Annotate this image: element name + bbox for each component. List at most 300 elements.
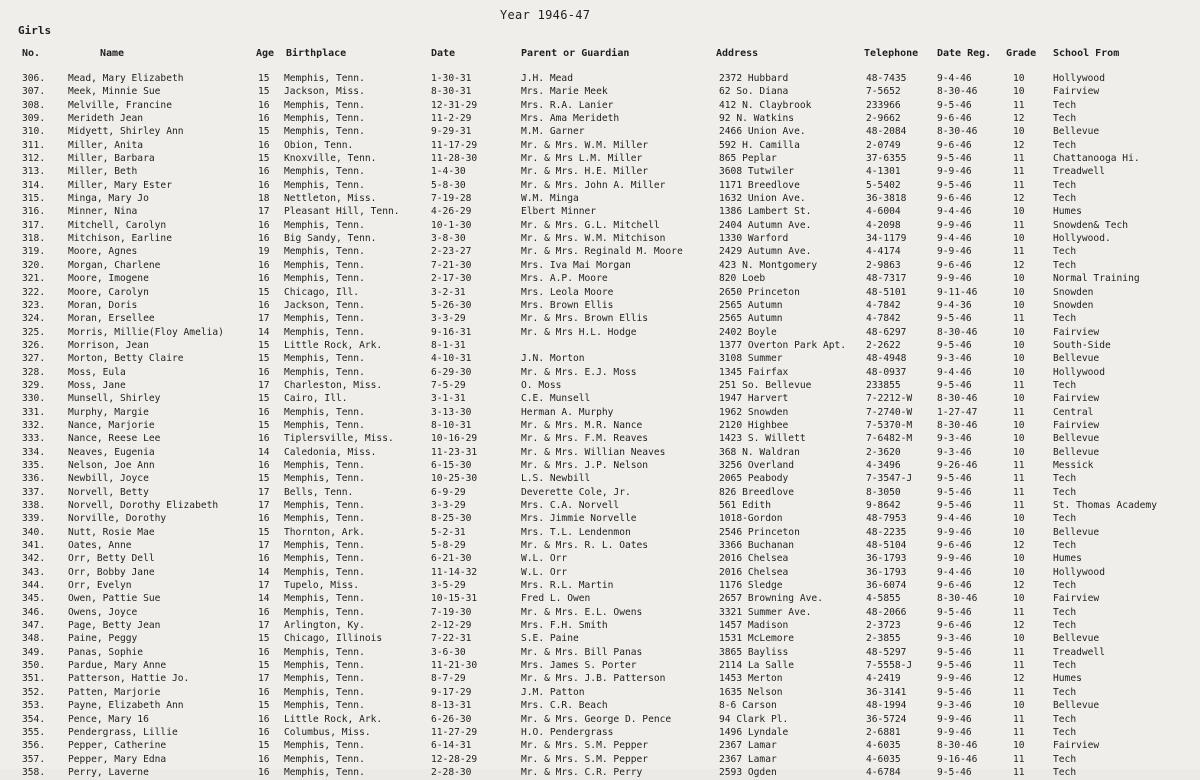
school-from-cell: Snowden [1053, 286, 1094, 298]
address-cell: 1632 Union Ave. [719, 193, 806, 205]
table-row [0, 754, 1200, 767]
telephone-cell: 2-9863 [866, 259, 901, 271]
school-from-cell: Tech [1053, 513, 1077, 525]
address-cell: 1386 Lambert St. [719, 206, 812, 218]
row-number-cell: 355. [22, 726, 46, 738]
date-registered-cell: 9-16-46 [937, 753, 978, 765]
student-name-cell: Moore, Imogene [68, 273, 149, 285]
birth-date-cell: 7-5-29 [431, 379, 466, 391]
birth-date-cell: 11-21-30 [431, 660, 478, 672]
table-row [0, 220, 1200, 233]
age-cell: 17 [258, 673, 270, 685]
parent-guardian-cell: C.E. Munsell [521, 393, 591, 405]
parent-guardian-cell: Mrs. James S. Porter [521, 660, 637, 672]
age-cell: 15 [258, 633, 270, 645]
telephone-cell: 5-5402 [866, 179, 901, 191]
parent-guardian-cell: O. Moss [521, 379, 562, 391]
date-registered-cell: 8-30-46 [937, 393, 978, 405]
parent-guardian-cell: W.L. Orr [521, 553, 568, 565]
school-from-cell: Messick [1053, 459, 1094, 471]
birthplace-cell: Chicago, Ill. [284, 286, 360, 298]
header-address: Address [716, 48, 759, 59]
student-name-cell: Morgan, Charlene [68, 259, 161, 271]
grade-cell: 11 [1013, 219, 1025, 231]
birthplace-cell: Memphis, Tenn. [284, 166, 365, 178]
telephone-cell: 2-3723 [866, 620, 901, 632]
birthplace-cell: Tupelo, Miss. [284, 580, 360, 592]
age-cell: 15 [258, 473, 270, 485]
table-row [0, 340, 1200, 353]
parent-guardian-cell: Mr. & Mrs. G.L. Mitchell [521, 219, 660, 231]
birth-date-cell: 5-8-30 [431, 179, 466, 191]
address-cell: 2016 Chelsea [719, 553, 789, 565]
date-registered-cell: 9-9-46 [937, 219, 972, 231]
school-from-cell: Bellevue [1053, 633, 1100, 645]
parent-guardian-cell: Mrs. R.L. Martin [521, 580, 614, 592]
birthplace-cell: Memphis, Tenn. [284, 686, 365, 698]
school-from-cell: Bellevue [1053, 446, 1100, 458]
telephone-cell: 48-7953 [866, 513, 907, 525]
birthplace-cell: Nettleton, Miss. [284, 193, 377, 205]
school-from-cell: Hollywood [1053, 566, 1105, 578]
address-cell: 1345 Fairfax [719, 366, 789, 378]
parent-guardian-cell: Fred L. Owen [521, 593, 591, 605]
address-cell: 2593 Ogden [719, 766, 777, 778]
date-registered-cell: 9-9-46 [937, 526, 972, 538]
age-cell: 14 [258, 566, 270, 578]
birth-date-cell: 10-16-29 [431, 433, 478, 445]
telephone-cell: 4-7842 [866, 299, 901, 311]
address-cell: 92 N. Watkins [719, 113, 795, 125]
age-cell: 16 [258, 686, 270, 698]
age-cell: 16 [258, 99, 270, 111]
date-registered-cell: 9-5-46 [937, 179, 972, 191]
address-cell: 251 So. Bellevue [719, 379, 812, 391]
age-cell: 15 [258, 526, 270, 538]
row-number-cell: 324. [22, 313, 46, 325]
birthplace-cell: Big Sandy, Tenn. [284, 233, 377, 245]
row-number-cell: 317. [22, 219, 46, 231]
birth-date-cell: 11-27-29 [431, 726, 478, 738]
school-from-cell: Tech [1053, 753, 1077, 765]
birth-date-cell: 10-15-31 [431, 593, 478, 605]
date-registered-cell: 9-5-46 [937, 153, 972, 165]
row-number-cell: 354. [22, 713, 46, 725]
row-number-cell: 322. [22, 286, 46, 298]
birth-date-cell: 4-26-29 [431, 206, 472, 218]
age-cell: 16 [258, 753, 270, 765]
date-registered-cell: 9-9-46 [937, 673, 972, 685]
school-from-cell: Tech [1053, 113, 1077, 125]
grade-cell: 10 [1013, 206, 1025, 218]
table-row [0, 180, 1200, 193]
address-cell: 592 H. Camilla [719, 139, 800, 151]
date-registered-cell: 1-27-47 [937, 406, 978, 418]
age-cell: 15 [258, 286, 270, 298]
parent-guardian-cell: Herman A. Murphy [521, 406, 614, 418]
age-cell: 16 [258, 713, 270, 725]
student-name-cell: Oates, Anne [68, 540, 132, 552]
birth-date-cell: 7-22-31 [431, 633, 472, 645]
row-number-cell: 344. [22, 580, 46, 592]
birth-date-cell: 10-1-30 [431, 219, 472, 231]
table-row [0, 673, 1200, 686]
column-header-row [0, 48, 1200, 62]
birthplace-cell: Memphis, Tenn. [284, 259, 365, 271]
telephone-cell: 2-3855 [866, 633, 901, 645]
school-from-cell: Humes [1053, 673, 1082, 685]
birth-date-cell: 9-29-31 [431, 126, 472, 138]
birthplace-cell: Memphis, Tenn. [284, 593, 365, 605]
birthplace-cell: Obion, Tenn. [284, 139, 354, 151]
birthplace-cell: Memphis, Tenn. [284, 179, 365, 191]
birth-date-cell: 5-8-29 [431, 540, 466, 552]
age-cell: 16 [258, 433, 270, 445]
student-name-cell: Norville, Dorothy [68, 513, 167, 525]
student-name-cell: Morrison, Jean [68, 339, 149, 351]
table-row [0, 407, 1200, 420]
row-number-cell: 327. [22, 353, 46, 365]
address-cell: 1947 Harvert [719, 393, 789, 405]
telephone-cell: 37-6355 [866, 153, 907, 165]
school-from-cell: Fairview [1053, 326, 1100, 338]
age-cell: 17 [258, 486, 270, 498]
school-from-cell: Fairview [1053, 393, 1100, 405]
student-list [0, 73, 1200, 780]
age-cell: 17 [258, 313, 270, 325]
birthplace-cell: Memphis, Tenn. [284, 419, 365, 431]
table-row [0, 86, 1200, 99]
row-number-cell: 334. [22, 446, 46, 458]
birth-date-cell: 8-25-30 [431, 513, 472, 525]
row-number-cell: 325. [22, 326, 46, 338]
address-cell: 2065 Peabody [719, 473, 789, 485]
grade-cell: 11 [1013, 686, 1025, 698]
birthplace-cell: Bells, Tenn. [284, 486, 354, 498]
table-row [0, 513, 1200, 526]
telephone-cell: 7-3547-J [866, 473, 913, 485]
birth-date-cell: 9-16-31 [431, 326, 472, 338]
student-name-cell: Melville, Francine [68, 99, 172, 111]
age-cell: 16 [258, 606, 270, 618]
age-cell: 16 [258, 406, 270, 418]
table-row [0, 300, 1200, 313]
header-date: Date [431, 48, 456, 59]
age-cell: 16 [258, 179, 270, 191]
table-row [0, 287, 1200, 300]
parent-guardian-cell: Mr. & Mrs. J.B. Patterson [521, 673, 666, 685]
grade-cell: 12 [1013, 259, 1025, 271]
table-row [0, 193, 1200, 206]
student-name-cell: Minga, Mary Jo [68, 193, 149, 205]
age-cell: 15 [258, 126, 270, 138]
table-row [0, 553, 1200, 566]
telephone-cell: 2-0749 [866, 139, 901, 151]
age-cell: 15 [258, 700, 270, 712]
parent-guardian-cell: Mr. & Mrs. E.J. Moss [521, 366, 637, 378]
address-cell: 1457 Madison [719, 620, 789, 632]
student-name-cell: Morton, Betty Claire [68, 353, 184, 365]
grade-cell: 12 [1013, 673, 1025, 685]
school-from-cell: Bellevue [1053, 126, 1100, 138]
school-from-cell: Hollywood. [1053, 233, 1111, 245]
age-cell: 16 [258, 553, 270, 565]
parent-guardian-cell: Mr. & Mrs. S.M. Pepper [521, 753, 649, 765]
date-registered-cell: 9-4-46 [937, 206, 972, 218]
student-name-cell: Pardue, Mary Anne [68, 660, 167, 672]
telephone-cell: 4-5855 [866, 593, 901, 605]
address-cell: 3366 Buchanan [719, 540, 795, 552]
telephone-cell: 4-6784 [866, 766, 901, 778]
birthplace-cell: Memphis, Tenn. [284, 313, 365, 325]
birthplace-cell: Memphis, Tenn. [284, 73, 365, 84]
student-name-cell: Moore, Agnes [68, 246, 138, 258]
parent-guardian-cell: Mrs. Iva Mai Morgan [521, 259, 631, 271]
address-cell: 2120 Highbee [719, 419, 789, 431]
address-cell: 865 Peplar [719, 153, 777, 165]
section-label: Girls [18, 24, 52, 37]
birthplace-cell: Memphis, Tenn. [284, 406, 365, 418]
age-cell: 16 [258, 366, 270, 378]
header-school-from: School From [1053, 48, 1120, 59]
row-number-cell: 314. [22, 179, 46, 191]
student-name-cell: Orr, Evelyn [68, 580, 132, 592]
parent-guardian-cell: Mr. & Mrs. H.E. Miller [521, 166, 649, 178]
school-from-cell: Tech [1053, 313, 1077, 325]
school-from-cell: Tech [1053, 139, 1077, 151]
date-registered-cell: 9-5-46 [937, 379, 972, 391]
school-from-cell: Tech [1053, 540, 1077, 552]
row-number-cell: 332. [22, 419, 46, 431]
table-row [0, 460, 1200, 473]
birthplace-cell: Chicago, Illinois [284, 633, 383, 645]
birth-date-cell: 8-13-31 [431, 700, 472, 712]
birth-date-cell: 3-8-30 [431, 233, 466, 245]
school-from-cell: Tech [1053, 486, 1077, 498]
telephone-cell: 36-1793 [866, 566, 907, 578]
header-telephone: Telephone [864, 48, 919, 59]
birthplace-cell: Memphis, Tenn. [284, 113, 365, 125]
school-from-cell: Treadwell [1053, 646, 1105, 658]
row-number-cell: 349. [22, 646, 46, 658]
age-cell: 15 [258, 353, 270, 365]
student-name-cell: Miller, Barbara [68, 153, 155, 165]
date-registered-cell: 9-5-46 [937, 606, 972, 618]
date-registered-cell: 9-9-46 [937, 713, 972, 725]
address-cell: 94 Clark Pl. [719, 713, 789, 725]
address-cell: 2367 Lamar [719, 740, 777, 752]
school-from-cell: Tech [1053, 246, 1077, 258]
grade-cell: 10 [1013, 553, 1025, 565]
age-cell: 14 [258, 326, 270, 338]
birthplace-cell: Thornton, Ark. [284, 526, 365, 538]
address-cell: 1423 S. Willett [719, 433, 806, 445]
birth-date-cell: 12-31-29 [431, 99, 478, 111]
table-row [0, 367, 1200, 380]
school-from-cell: Tech [1053, 686, 1077, 698]
birth-date-cell: 11-17-29 [431, 139, 478, 151]
student-name-cell: Pendergrass, Lillie [68, 726, 178, 738]
telephone-cell: 34-1179 [866, 233, 907, 245]
school-from-cell: Bellevue [1053, 526, 1100, 538]
table-row [0, 607, 1200, 620]
address-cell: 2565 Autumn [719, 299, 783, 311]
row-number-cell: 333. [22, 433, 46, 445]
table-row [0, 620, 1200, 633]
grade-cell: 10 [1013, 393, 1025, 405]
date-registered-cell: 9-5-46 [937, 686, 972, 698]
grade-cell: 10 [1013, 326, 1025, 338]
age-cell: 16 [258, 726, 270, 738]
date-registered-cell: 9-5-46 [937, 99, 972, 111]
birthplace-cell: Memphis, Tenn. [284, 753, 365, 765]
telephone-cell: 48-2066 [866, 606, 907, 618]
telephone-cell: 7-5558-J [866, 660, 913, 672]
student-name-cell: Moore, Carolyn [68, 286, 149, 298]
address-cell: 2466 Union Ave. [719, 126, 806, 138]
school-from-cell: Tech [1053, 473, 1077, 485]
date-registered-cell: 9-6-46 [937, 193, 972, 205]
age-cell: 14 [258, 593, 270, 605]
grade-cell: 12 [1013, 540, 1025, 552]
parent-guardian-cell: Mr. & Mrs. W.M. Miller [521, 139, 649, 151]
birthplace-cell: Memphis, Tenn. [284, 473, 365, 485]
school-from-cell: Hollywood [1053, 366, 1105, 378]
grade-cell: 10 [1013, 73, 1025, 84]
birth-date-cell: 8-10-31 [431, 419, 472, 431]
table-row [0, 714, 1200, 727]
school-from-cell: Fairview [1053, 740, 1100, 752]
telephone-cell: 8-3050 [866, 486, 901, 498]
grade-cell: 10 [1013, 740, 1025, 752]
student-name-cell: Paine, Peggy [68, 633, 138, 645]
address-cell: 826 Breedlove [719, 486, 795, 498]
birthplace-cell: Memphis, Tenn. [284, 660, 365, 672]
date-registered-cell: 9-5-46 [937, 766, 972, 778]
school-from-cell: Normal Training [1053, 273, 1140, 285]
student-name-cell: Miller, Beth [68, 166, 138, 178]
row-number-cell: 311. [22, 139, 46, 151]
grade-cell: 10 [1013, 86, 1025, 98]
birthplace-cell: Memphis, Tenn. [284, 326, 365, 338]
birthplace-cell: Pleasant Hill, Tenn. [284, 206, 400, 218]
date-registered-cell: 9-11-46 [937, 286, 978, 298]
student-name-cell: Miller, Anita [68, 139, 144, 151]
row-number-cell: 307. [22, 86, 46, 98]
grade-cell: 10 [1013, 700, 1025, 712]
birth-date-cell: 11-28-30 [431, 153, 478, 165]
birth-date-cell: 6-26-30 [431, 713, 472, 725]
birthplace-cell: Memphis, Tenn. [284, 646, 365, 658]
date-registered-cell: 9-3-46 [937, 700, 972, 712]
parent-guardian-cell: Deverette Cole, Jr. [521, 486, 631, 498]
header-parent: Parent or Guardian [521, 48, 630, 59]
row-number-cell: 350. [22, 660, 46, 672]
grade-cell: 12 [1013, 193, 1025, 205]
row-number-cell: 323. [22, 299, 46, 311]
table-row [0, 527, 1200, 540]
student-name-cell: Pepper, Mary Edna [68, 753, 167, 765]
birth-date-cell: 5-26-30 [431, 299, 472, 311]
date-registered-cell: 8-30-46 [937, 126, 978, 138]
address-cell: 1635 Nelson [719, 686, 783, 698]
age-cell: 16 [258, 273, 270, 285]
date-registered-cell: 9-5-46 [937, 473, 972, 485]
telephone-cell: 233966 [866, 99, 901, 111]
table-row [0, 700, 1200, 713]
row-number-cell: 336. [22, 473, 46, 485]
school-from-cell: Humes [1053, 206, 1082, 218]
grade-cell: 12 [1013, 139, 1025, 151]
age-cell: 18 [258, 193, 270, 205]
parent-guardian-cell: Mrs. F.H. Smith [521, 620, 608, 632]
birth-date-cell: 3-3-29 [431, 313, 466, 325]
birth-date-cell: 10-25-30 [431, 473, 478, 485]
date-registered-cell: 9-5-46 [937, 646, 972, 658]
date-registered-cell: 9-5-46 [937, 339, 972, 351]
parent-guardian-cell: Mr. & Mrs. J.P. Nelson [521, 459, 649, 471]
birth-date-cell: 8-30-31 [431, 86, 472, 98]
school-from-cell: Fairview [1053, 419, 1100, 431]
address-cell: 62 So. Diana [719, 86, 789, 98]
row-number-cell: 348. [22, 633, 46, 645]
address-cell: 8-6 Carson [719, 700, 777, 712]
date-registered-cell: 9-4-36 [937, 299, 972, 311]
student-name-cell: Nance, Marjorie [68, 419, 155, 431]
birthplace-cell: Charleston, Miss. [284, 379, 383, 391]
school-from-cell: St. Thomas Academy [1053, 500, 1157, 511]
row-number-cell: 358. [22, 766, 46, 778]
row-number-cell: 347. [22, 620, 46, 632]
table-row [0, 580, 1200, 593]
grade-cell: 11 [1013, 606, 1025, 618]
student-name-cell: Munsell, Shirley [68, 393, 161, 405]
address-cell: 2404 Autumn Ave. [719, 219, 812, 231]
date-registered-cell: 9-6-46 [937, 139, 972, 151]
school-from-cell: South-Side [1053, 339, 1111, 351]
school-from-cell: Tech [1053, 620, 1077, 632]
row-number-cell: 351. [22, 673, 46, 685]
student-name-cell: Perry, Laverne [68, 766, 149, 778]
parent-guardian-cell: H.O. Pendergrass [521, 726, 614, 738]
address-cell: 2016 Chelsea [719, 566, 789, 578]
grade-cell: 10 [1013, 433, 1025, 445]
row-number-cell: 356. [22, 740, 46, 752]
birthplace-cell: Memphis, Tenn. [284, 540, 365, 552]
birth-date-cell: 6-21-30 [431, 553, 472, 565]
age-cell: 16 [258, 166, 270, 178]
date-registered-cell: 9-3-46 [937, 353, 972, 365]
telephone-cell: 36-3141 [866, 686, 907, 698]
grade-cell: 11 [1013, 179, 1025, 191]
date-registered-cell: 9-9-46 [937, 166, 972, 178]
telephone-cell: 7-6482-M [866, 433, 913, 445]
row-number-cell: 341. [22, 540, 46, 552]
table-row [0, 313, 1200, 326]
address-cell: 3108 Summer [719, 353, 783, 365]
grade-cell: 11 [1013, 459, 1025, 471]
table-row [0, 647, 1200, 660]
birthplace-cell: Tiplersville, Miss. [284, 433, 394, 445]
address-cell: 3608 Tutwiler [719, 166, 795, 178]
address-cell: 412 N. Claybrook [719, 99, 812, 111]
row-number-cell: 331. [22, 406, 46, 418]
birthplace-cell: Memphis, Tenn. [284, 606, 365, 618]
birth-date-cell: 11-23-31 [431, 446, 478, 458]
grade-cell: 10 [1013, 299, 1025, 311]
birth-date-cell: 3-13-30 [431, 406, 472, 418]
parent-guardian-cell: Mrs. Marie Meek [521, 86, 608, 98]
